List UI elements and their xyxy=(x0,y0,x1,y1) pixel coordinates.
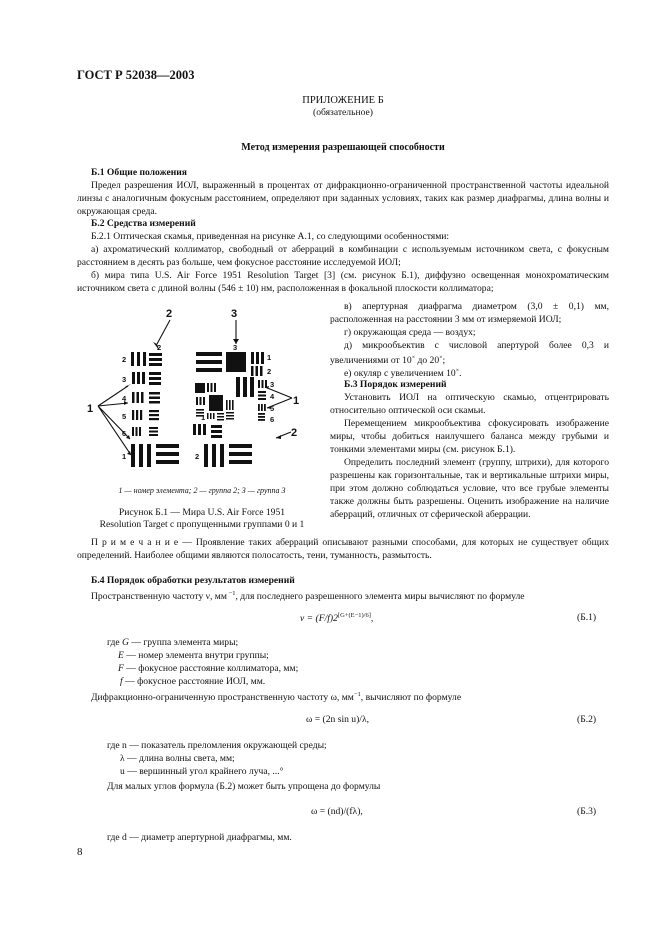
list-item-b: б) мира типа U.S. Air Force 1951 Resolution Target [3] (см. рисунок Б.1), диффузно освещенная монохроматическим источником света с длиной волны (546 ± 10) нм, расположенная в фокальной плоскости коллиматора; xyxy=(77,270,609,294)
standard-header: ГОСТ Р 52038—2003 xyxy=(77,68,195,82)
callout-element-1-right: 1 xyxy=(293,395,300,407)
appendix-title: ПРИЛОЖЕНИЕ Б xyxy=(302,95,384,106)
page-number: 8 xyxy=(77,846,83,858)
right-num-5: 5 xyxy=(270,404,275,413)
formula-b1-number: (Б.1) xyxy=(577,612,597,623)
left-num-6: 6 xyxy=(122,429,127,438)
usaf-target-figure xyxy=(86,300,322,480)
list-item-v: в) апертурная диафрагма диаметром (3,0 ± 0,1) мм, расположенная на расстоянии 3 мм от измеряемой ИОЛ; xyxy=(330,301,609,325)
label-group-3-near: 3 xyxy=(233,343,238,352)
where1-f: f — фокусное расстояние ИОЛ, мм. xyxy=(120,676,266,687)
right-num-3: 3 xyxy=(270,380,275,389)
list-item-d: д) микрообъектив с числовой апертурой более 0,3 и увеличениями от 10× до 20×; xyxy=(330,340,609,367)
list-item-g: г) окружающая среда — воздух; xyxy=(344,327,476,338)
list-item-a: а) ахроматический коллиматор, свободный от аберраций в комбинации с используемым источником света, с фокусным расстоянием в десять раз больше, чем фокусное расстояние исследуемой ИОЛ; xyxy=(77,244,609,268)
right-num-4: 4 xyxy=(270,392,275,401)
where2-n: где n — показатель преломления окружающей среды; xyxy=(107,740,327,751)
section-b4-p3: Для малых углов формула (Б.2) может быть упрощена до формулы xyxy=(107,781,381,792)
formula-b2: ω = (2n sin u)/λ, xyxy=(306,714,370,725)
figure-caption-line2: Resolution Target с пропущенными группами 0 и 1 xyxy=(99,519,305,530)
figure-caption-line1: Рисунок Б.1 — Мира U.S. Air Force 1951 xyxy=(118,507,286,518)
section-b3-p2: Перемещением микрообъектива сфокусировать изображение миры, чтобы добиться наилучшего баланса между грубыми и тонкими элементами миры (см. рисунок Б.1). xyxy=(330,418,609,455)
section-b4-heading: Б.4 Порядок обработки результатов измерений xyxy=(91,575,295,586)
section-b1-heading: Б.1 Общие положения xyxy=(91,167,187,178)
left-num-1: 1 xyxy=(122,452,127,461)
left-num-3: 3 xyxy=(122,375,127,384)
section-b3-heading: Б.3 Порядок измерений xyxy=(344,379,447,390)
center-num-1: 1 xyxy=(201,413,206,422)
callout-element-1-left: 1 xyxy=(87,403,94,415)
callout-group-3-top: 3 xyxy=(231,308,238,320)
formula-b2-number: (Б.2) xyxy=(577,714,597,725)
note: П р и м е ч а н и е — Проявление таких аберраций описывают разными способами, для которых не существует общих определений. Наиболее общими являются полосатость, тени, туманность, размытость. xyxy=(77,537,609,561)
bottom-num-2: 2 xyxy=(195,452,200,461)
where1-F: F — фокусное расстояние коллиматора, мм; xyxy=(118,663,299,674)
left-num-5: 5 xyxy=(122,412,127,421)
where3-d: где d — диаметр апертурной диафрагмы, мм. xyxy=(107,832,292,843)
where2-lambda: λ — длина волны света, мм; xyxy=(120,753,235,764)
section-b1-text: Предел разрешения ИОЛ, выраженный в процентах от дифракционно-ограниченной пространственной частоты идеальной линзы с аналогичным фокусным расстоянием, определяют при заданных условиях, таких как размер диафрагмы, длина волны и окружающая среда. xyxy=(77,180,609,217)
document-title: Метод измерения разрешающей способности xyxy=(241,142,445,153)
where1-E: E — номер элемента внутри группы; xyxy=(118,650,269,661)
right-num-1: 1 xyxy=(267,353,272,362)
figure-legend: 1 — номер элемента; 2 — группа 2; 3 — группа 3 xyxy=(118,486,286,495)
right-num-2: 2 xyxy=(267,367,272,376)
section-b2-intro: Б.2.1 Оптическая скамья, приведенная на рисунке А.1, со следующими особенностями: xyxy=(91,231,450,242)
left-num-4: 4 xyxy=(122,394,127,403)
formula-b3-number: (Б.3) xyxy=(577,806,597,817)
list-item-e: е) окуляр с увеличением 10×. xyxy=(344,368,462,380)
where1-G: где G — группа элемента миры; xyxy=(107,637,239,648)
callout-group-2-top: 2 xyxy=(166,308,173,320)
section-b4-intro: Пространственную частоту ν, мм $^{-1}$, для последнего разрешенного элемента миры вычисляют по формуле xyxy=(91,590,525,603)
left-num-2: 2 xyxy=(122,355,127,364)
section-b3-p1: Установить ИОЛ на оптическую скамью, отцентрировать относительно оптической оси скамьи. xyxy=(330,392,609,416)
section-b3-p3: Определить последний элемент (группу, штрихи), для которого разрешены как горизонтальные, так и вертикальные штрихи миры, при этом должно соблюдаться условие, что все грубые элементы также должны быть разрешены. Оценить изображение на наличие аберраций, отличных от сферической аберрации. xyxy=(330,457,609,520)
label-group-2-near: 2 xyxy=(157,343,162,352)
section-b2-heading: Б.2 Средства измерений xyxy=(91,218,196,229)
formula-b1: ν = (F/f)2[G+(E−1)/6], xyxy=(300,612,374,625)
formula-b3: ω = (nd)/(fλ), xyxy=(311,806,363,817)
callout-group-2-right: 2 xyxy=(291,427,298,439)
where2-u: u — вершинный угол крайнего луча, ...° xyxy=(120,766,284,777)
right-num-6: 6 xyxy=(270,415,275,424)
section-b4-p2: Дифракционно-ограниченную пространственную частоту ω, $мм^{-1}$, вычисляют по формуле xyxy=(91,691,462,704)
appendix-status: (обязательное) xyxy=(313,107,373,118)
